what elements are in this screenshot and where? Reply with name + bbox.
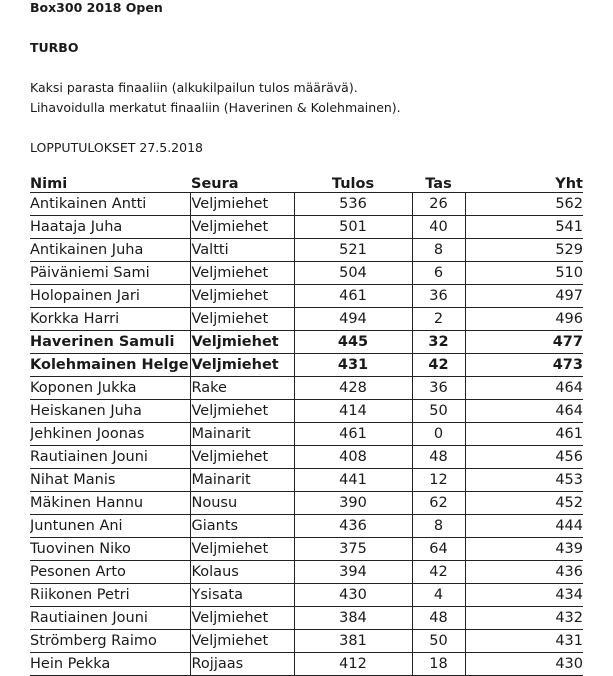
cell-score: 394 xyxy=(294,561,412,584)
cell-handicap: 8 xyxy=(412,515,465,538)
table-row xyxy=(30,492,583,515)
cell-name: Strömberg Raimo xyxy=(30,630,190,653)
cell-score: 441 xyxy=(294,469,412,492)
table-row xyxy=(30,515,583,538)
header-score: Tulos xyxy=(294,170,412,193)
cell-score: 375 xyxy=(294,538,412,561)
cell-club: Veljmiehet xyxy=(190,262,294,285)
cell-handicap: 26 xyxy=(412,193,465,216)
cell-club: Rake xyxy=(190,377,294,400)
cell-name: Päiväniemi Sami xyxy=(30,262,190,285)
cell-club: Mainarit xyxy=(190,423,294,446)
cell-score: 390 xyxy=(294,492,412,515)
cell-score: 430 xyxy=(294,584,412,607)
cell-name: Koponen Jukka xyxy=(30,377,190,400)
cell-score: 461 xyxy=(294,285,412,308)
table-header-row xyxy=(30,170,583,193)
cell-club: Veljmiehet xyxy=(190,216,294,239)
cell-club: Veljmiehet xyxy=(190,193,294,216)
cell-name: Antikainen Antti xyxy=(30,193,190,216)
cell-total: 456 xyxy=(465,446,583,469)
cell-name: Nihat Manis xyxy=(30,469,190,492)
cell-name: Heiskanen Juha xyxy=(30,400,190,423)
cell-total: 464 xyxy=(465,377,583,400)
table-row xyxy=(30,285,583,308)
cell-handicap: 18 xyxy=(412,653,465,676)
cell-name: Mäkinen Hannu xyxy=(30,492,190,515)
cell-club: Veljmiehet xyxy=(190,446,294,469)
cell-handicap: 48 xyxy=(412,446,465,469)
results-table xyxy=(30,170,583,676)
cell-name: Kolehmainen Helge xyxy=(30,354,190,377)
cell-total: 453 xyxy=(465,469,583,492)
cell-club: Valtti xyxy=(190,239,294,262)
cell-total: 444 xyxy=(465,515,583,538)
cell-handicap: 62 xyxy=(412,492,465,515)
table-row xyxy=(30,354,583,377)
cell-handicap: 42 xyxy=(412,354,465,377)
cell-handicap: 42 xyxy=(412,561,465,584)
cell-name: Rautiainen Jouni xyxy=(30,607,190,630)
cell-name: Hein Pekka xyxy=(30,653,190,676)
document-subtitle: TURBO xyxy=(30,40,79,55)
cell-name: Korkka Harri xyxy=(30,308,190,331)
cell-total: 432 xyxy=(465,607,583,630)
cell-club: Ysisata xyxy=(190,584,294,607)
cell-score: 414 xyxy=(294,400,412,423)
table-row xyxy=(30,469,583,492)
cell-total: 464 xyxy=(465,400,583,423)
cell-club: Veljmiehet xyxy=(190,285,294,308)
cell-club: Mainarit xyxy=(190,469,294,492)
cell-score: 412 xyxy=(294,653,412,676)
info-line-1: Kaksi parasta finaaliin (alkukilpailun tulos määrävä). xyxy=(30,80,358,95)
cell-name: Pesonen Arto xyxy=(30,561,190,584)
cell-score: 431 xyxy=(294,354,412,377)
cell-total: 541 xyxy=(465,216,583,239)
cell-total: 510 xyxy=(465,262,583,285)
cell-club: Veljmiehet xyxy=(190,400,294,423)
cell-score: 501 xyxy=(294,216,412,239)
cell-total: 431 xyxy=(465,630,583,653)
cell-name: Tuovinen Niko xyxy=(30,538,190,561)
cell-total: 461 xyxy=(465,423,583,446)
cell-club: Veljmiehet xyxy=(190,308,294,331)
cell-score: 428 xyxy=(294,377,412,400)
table-row xyxy=(30,239,583,262)
table-row xyxy=(30,216,583,239)
table-row xyxy=(30,331,583,354)
cell-score: 408 xyxy=(294,446,412,469)
cell-name: Holopainen Jari xyxy=(30,285,190,308)
cell-club: Veljmiehet xyxy=(190,607,294,630)
cell-club: Nousu xyxy=(190,492,294,515)
cell-score: 461 xyxy=(294,423,412,446)
results-body xyxy=(30,193,583,676)
cell-score: 384 xyxy=(294,607,412,630)
cell-score: 445 xyxy=(294,331,412,354)
document-title: Box300 2018 Open xyxy=(30,0,163,15)
header-handicap: Tas xyxy=(412,170,465,193)
cell-name: Haverinen Samuli xyxy=(30,331,190,354)
table-row xyxy=(30,446,583,469)
cell-total: 477 xyxy=(465,331,583,354)
cell-handicap: 36 xyxy=(412,285,465,308)
cell-total: 473 xyxy=(465,354,583,377)
cell-name: Jehkinen Joonas xyxy=(30,423,190,446)
cell-total: 434 xyxy=(465,584,583,607)
cell-handicap: 32 xyxy=(412,331,465,354)
cell-score: 494 xyxy=(294,308,412,331)
results-heading: LOPPUTULOKSET 27.5.2018 xyxy=(30,140,203,155)
cell-handicap: 6 xyxy=(412,262,465,285)
header-club: Seura xyxy=(190,170,294,193)
cell-handicap: 0 xyxy=(412,423,465,446)
cell-total: 529 xyxy=(465,239,583,262)
cell-club: Veljmiehet xyxy=(190,538,294,561)
table-row xyxy=(30,630,583,653)
cell-total: 497 xyxy=(465,285,583,308)
table-row xyxy=(30,607,583,630)
cell-total: 452 xyxy=(465,492,583,515)
cell-handicap: 40 xyxy=(412,216,465,239)
cell-handicap: 4 xyxy=(412,584,465,607)
table-row xyxy=(30,423,583,446)
table-row xyxy=(30,400,583,423)
table-row xyxy=(30,377,583,400)
cell-handicap: 2 xyxy=(412,308,465,331)
table-row xyxy=(30,262,583,285)
cell-name: Antikainen Juha xyxy=(30,239,190,262)
table-row xyxy=(30,193,583,216)
cell-score: 504 xyxy=(294,262,412,285)
table-row xyxy=(30,584,583,607)
cell-name: Juntunen Ani xyxy=(30,515,190,538)
cell-handicap: 36 xyxy=(412,377,465,400)
info-line-2: Lihavoidulla merkatut finaaliin (Haverinen & Kolehmainen). xyxy=(30,100,401,115)
cell-club: Veljmiehet xyxy=(190,331,294,354)
table-row xyxy=(30,561,583,584)
table-row xyxy=(30,538,583,561)
cell-score: 521 xyxy=(294,239,412,262)
cell-club: Veljmiehet xyxy=(190,354,294,377)
cell-total: 430 xyxy=(465,653,583,676)
cell-name: Rautiainen Jouni xyxy=(30,446,190,469)
cell-total: 496 xyxy=(465,308,583,331)
cell-handicap: 50 xyxy=(412,400,465,423)
cell-handicap: 8 xyxy=(412,239,465,262)
cell-total: 562 xyxy=(465,193,583,216)
header-name: Nimi xyxy=(30,170,190,193)
cell-score: 381 xyxy=(294,630,412,653)
table-row xyxy=(30,653,583,676)
header-total: Yht xyxy=(465,170,583,193)
cell-club: Giants xyxy=(190,515,294,538)
cell-handicap: 48 xyxy=(412,607,465,630)
cell-total: 439 xyxy=(465,538,583,561)
cell-name: Riikonen Petri xyxy=(30,584,190,607)
cell-score: 536 xyxy=(294,193,412,216)
cell-total: 436 xyxy=(465,561,583,584)
cell-club: Veljmiehet xyxy=(190,630,294,653)
table-row xyxy=(30,308,583,331)
cell-club: Rojjaas xyxy=(190,653,294,676)
cell-handicap: 64 xyxy=(412,538,465,561)
cell-score: 436 xyxy=(294,515,412,538)
cell-name: Haataja Juha xyxy=(30,216,190,239)
cell-club: Kolaus xyxy=(190,561,294,584)
cell-handicap: 50 xyxy=(412,630,465,653)
cell-handicap: 12 xyxy=(412,469,465,492)
